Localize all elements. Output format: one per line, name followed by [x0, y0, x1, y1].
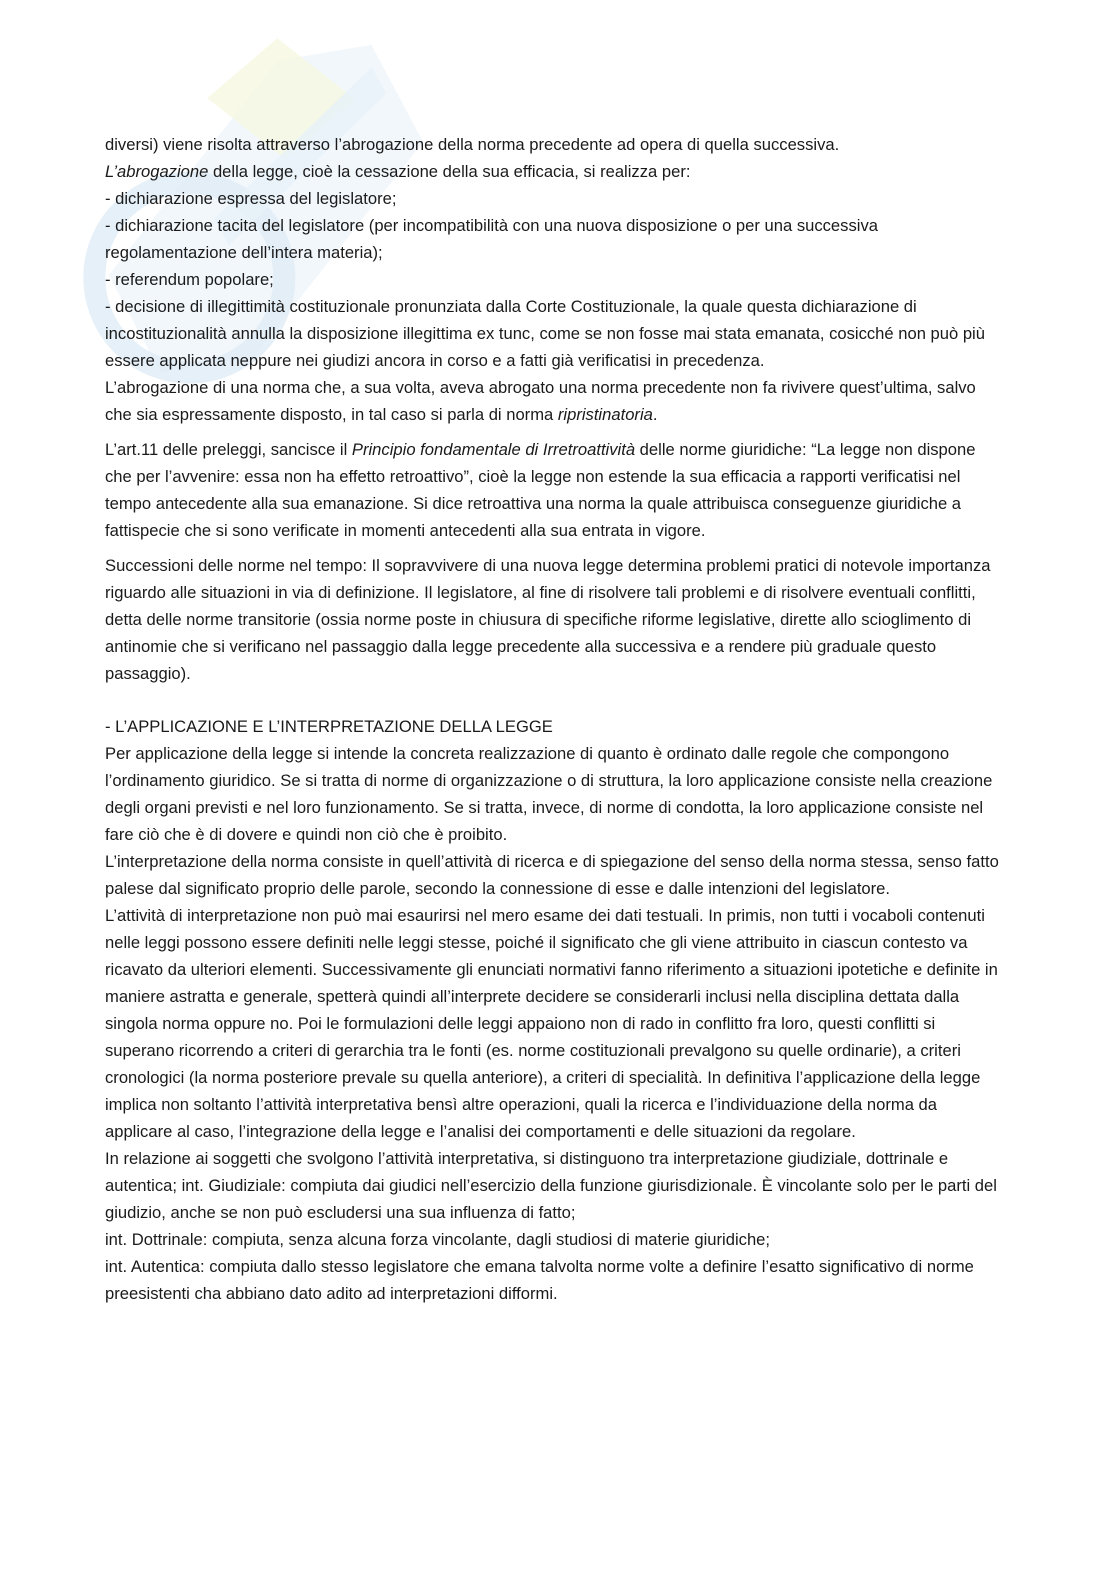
document-page	[105, 131, 1005, 1307]
ripristinatoria-text: L’abrogazione di una norma che, a sua volta, aveva abrogato una norma precedente non fa rivivere quest’ultima, salvo che sia espressamente disposto, in tal caso si parla di norma	[105, 378, 976, 424]
paragraph-abrogation-intro: diversi) viene risolta attraverso l’abrogazione della norma precedente ad opera di quella successiva.	[105, 135, 840, 154]
paragraph-soggetti: In relazione ai soggetti che svolgono l’attività interpretativa, si distinguono tra interpretazione giudiziale, dottrinale e autentica; int. Giudiziale: compiuta dai giudici nell’esercizio della funzione giurisdizionale. È vincolante solo per le parti del giudizio, anche se non può escludersi una sua influenza di fatto;	[105, 1149, 997, 1222]
paragraph-ripristinatoria	[105, 374, 1005, 428]
paragraph-successioni: Successioni delle norme nel tempo: Il sopravvivere di una nuova legge determina problemi pratici di notevole importanza riguardo alle situazioni in via di definizione. Il legislatore, al fine di risolvere tali problemi e di risolvere eventuali conflitti, detta delle norme transitorie (ossia norme poste in chiusura di specifiche riforme legislative, dirette allo scioglimento di antinomie che si verificano nel passaggio dalla legge precedente alla successiva e a rendere più graduale questo passaggio).	[105, 556, 991, 683]
term-ripristinatoria: ripristinatoria	[557, 405, 653, 424]
irretroattivita-intro: L’art.11 delle preleggi, sancisce il	[105, 440, 352, 459]
paragraph-applicazione: Per applicazione della legge si intende la concreta realizzazione di quanto è ordinato dalle regole che compongono l’ordinamento giuridico. Se si tratta di norme di organizzazione o di struttura, la loro applicazione consiste nella creazione degli organi previsti e nel loro funzionamento. Se si tratta, invece, di norme di condotta, la loro applicazione consiste nel fare ciò che è di dovere e quindi non ciò che è proibito.	[105, 744, 993, 844]
paragraph-abrogation-definition	[105, 158, 1005, 185]
abrogation-definition-text: della legge, cioè la cessazione della sua efficacia, si realizza per:	[208, 162, 691, 181]
list-item: - dichiarazione tacita del legislatore (per incompatibilità con una nuova disposizione o per una successiva regolamentazione dell’intera materia);	[105, 216, 878, 262]
paragraph-irretroattivita	[105, 436, 1005, 544]
paragraph-int-dottrinale: int. Dottrinale: compiuta, senza alcuna forza vincolante, dagli studiosi di materie giuridiche;	[105, 1230, 771, 1249]
list-item: - referendum popolare;	[105, 270, 274, 289]
term-abrogazione: L’abrogazione	[105, 162, 209, 181]
section-heading: - L’APPLICAZIONE E L’INTERPRETAZIONE DELLA LEGGE	[105, 717, 553, 736]
paragraph-interpretazione: L’interpretazione della norma consiste in quell’attività di ricerca e di spiegazione del senso della norma stessa, senso fatto palese dal significato proprio delle parole, secondo la connessione di esse e dalle intenzioni del legislatore.	[105, 852, 999, 898]
paragraph-int-autentica: int. Autentica: compiuta dallo stesso legislatore che emana talvolta norme volte a definire l’esatto significativo di norme preesistenti cha abbiano dato adito ad interpretazioni difformi.	[105, 1257, 974, 1303]
paragraph-attivita-interpretazione: L’attività di interpretazione non può mai esaurirsi nel mero esame dei dati testuali. In primis, non tutti i vocaboli contenuti nelle leggi possono essere definiti nelle leggi stesse, poiché il significato che gli viene attribuito in ciascun contesto va ricavato da ulteriori elementi. Successivamente gli enunciati normativi fanno riferimento a situazioni ipotetiche e definite in maniere astratta e generale, spetterà quindi all’interprete decidere se considerarli inclusi nella disciplina dettata dalla singola norma oppure no. Poi le formulazioni delle leggi appaiono non di rado in conflitto fra loro, questi conflitti si superano ricorrendo a criteri di gerarchia tra le fonti (es. norme costituzionali prevalgono su quelle ordinarie), a criteri cronologici (la norma posteriore prevale su quella anteriore), a criteri di specialità. In definitiva l’applicazione della legge implica non soltanto l’attività interpretativa bensì altre operazioni, quali la ricerca e l’individuazione della norma da applicare al caso, l’integrazione della legge e l’analisi dei comportamenti e delle situazioni da regolare.	[105, 906, 998, 1141]
list-item: - decisione di illegittimità costituzionale pronunziata dalla Corte Costituzionale, la quale questa dichiarazione di incostituzionalità annulla la disposizione illegittima ex tunc, come se non fosse mai stata emanata, cosicché non può più essere applicata neppure nei giudizi ancora in corso e a fatti già verificatisi in precedenza.	[105, 297, 985, 370]
term-principio-irretroattivita: Principio fondamentale di Irretroattività	[351, 440, 636, 459]
ripristinatoria-end: .	[652, 405, 658, 424]
irretroattivita-text: delle norme giuridiche: “La legge non dispone che per l’avvenire: essa non ha effetto retroattivo”, cioè la legge non estende la sua efficacia a rapporti verificatisi nel tempo antecedente alla sua emanazione. Si dice retroattiva una norma la quale attribuisca conseguenze giuridiche a fattispecie che si sono verificate in momenti antecedenti alla sua entrata in vigore.	[105, 440, 976, 540]
list-item: - dichiarazione espressa del legislatore;	[105, 189, 397, 208]
